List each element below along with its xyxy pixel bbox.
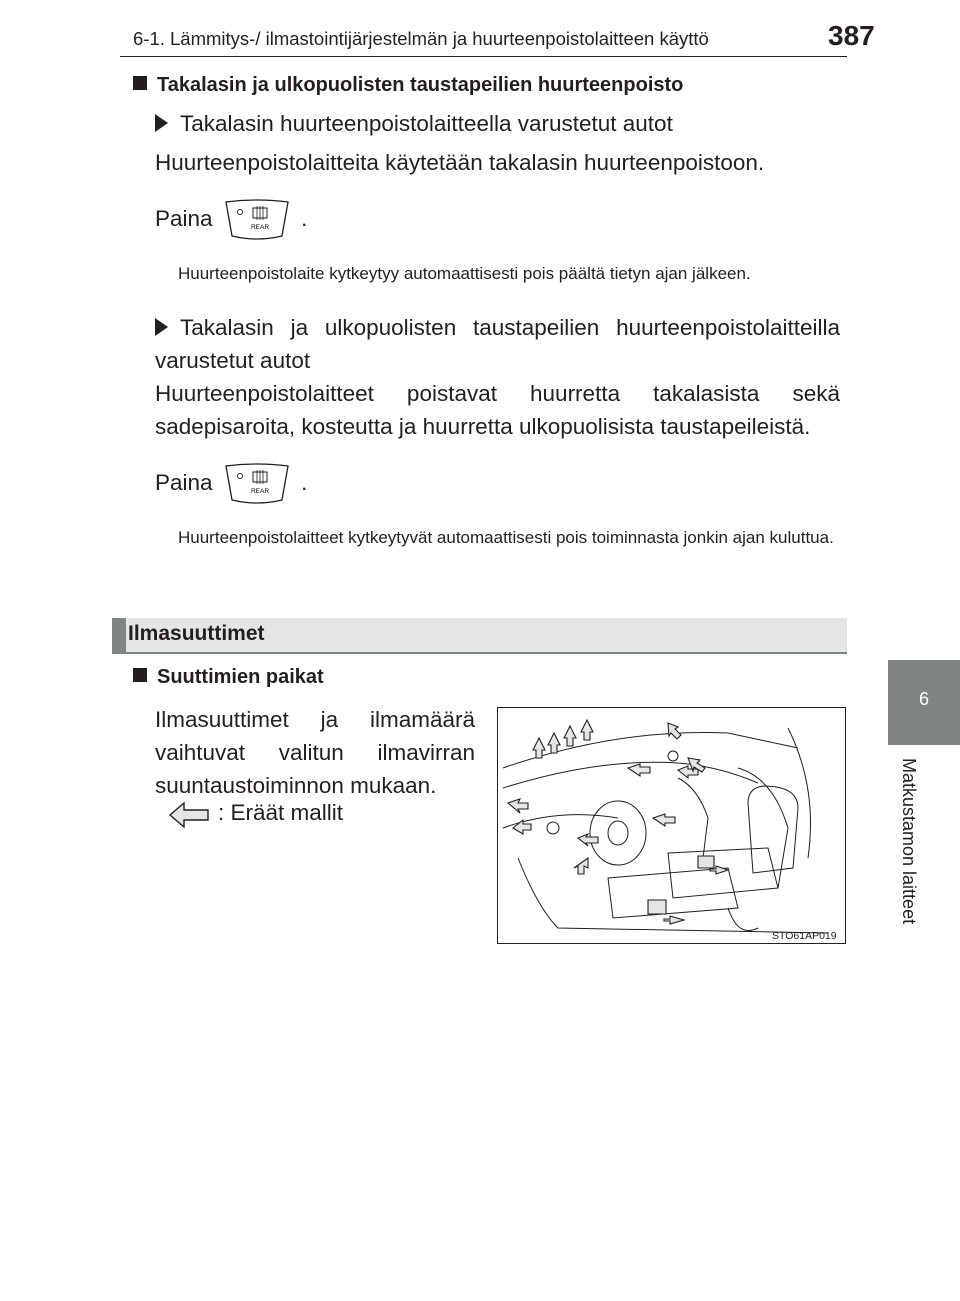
- svg-text:REAR: REAR: [250, 488, 269, 495]
- rear-defogger-button-icon: [222, 462, 292, 506]
- sub1-text: Huurteenpoistolaitteita käytetään takalasin huurteenpoistoon.: [155, 150, 765, 175]
- car-interior-illustration: [498, 708, 845, 943]
- section-title: Ilmasuuttimet: [128, 622, 265, 645]
- vents-heading: Suuttimien paikat: [133, 666, 324, 689]
- rear-defogger-button-icon: [222, 198, 292, 242]
- figure-code: STO61AP019: [772, 930, 837, 942]
- chapter-label: Matkustamon laitteet: [899, 758, 919, 925]
- triangle-bullet-icon: [155, 114, 168, 132]
- sub2-title: Takalasin ja ulkopuolisten taustapeilien huurteenpoistolaitteilla varustetut autot: [155, 315, 840, 373]
- running-header: 6-1. Lämmitys-/ ilmastointijärjestelmän ja huurteenpoistolaitteen käyttö: [133, 28, 709, 49]
- triangle-bullet-icon: [155, 318, 168, 336]
- sub2-press: Paina REAR .: [155, 462, 307, 506]
- defog-heading: Takalasin ja ulkopuolisten taustapeilien huurteenpoisto: [133, 74, 683, 97]
- header-divider: [120, 56, 847, 57]
- vents-text: Ilmasuuttimet ja ilmamäärä vaihtuvat valitun ilmavirran suuntaustoiminnon mukaan.: [155, 707, 475, 798]
- sub1-title: Takalasin huurteenpoistolaitteella varustetut autot: [155, 107, 673, 140]
- svg-text:REAR: REAR: [250, 224, 269, 231]
- chapter-tab: 6: [888, 660, 960, 745]
- vent-locations-figure: [497, 707, 846, 944]
- square-bullet-icon: [133, 668, 147, 682]
- sub1-press: Paina REAR .: [155, 198, 307, 242]
- sub1-note: Huurteenpoistolaite kytkeytyy automaattisesti pois päältä tietyn ajan jälkeen.: [178, 264, 751, 283]
- legend-arrow-icon: [168, 800, 210, 835]
- page-number: 387: [828, 20, 875, 51]
- sub2-note: Huurteenpoistolaitteet kytkeytyvät automaattisesti pois toiminnasta jonkin ajan kuluttua.: [178, 528, 834, 547]
- sub2-text: Huurteenpoistolaitteet poistavat huurretta takalasista sekä sadepisaroita, kosteutta ja huurretta ulkopuolisista taustapeileistä.: [155, 381, 840, 439]
- legend-text: : Eräät mallit: [218, 800, 344, 825]
- square-bullet-icon: [133, 76, 147, 90]
